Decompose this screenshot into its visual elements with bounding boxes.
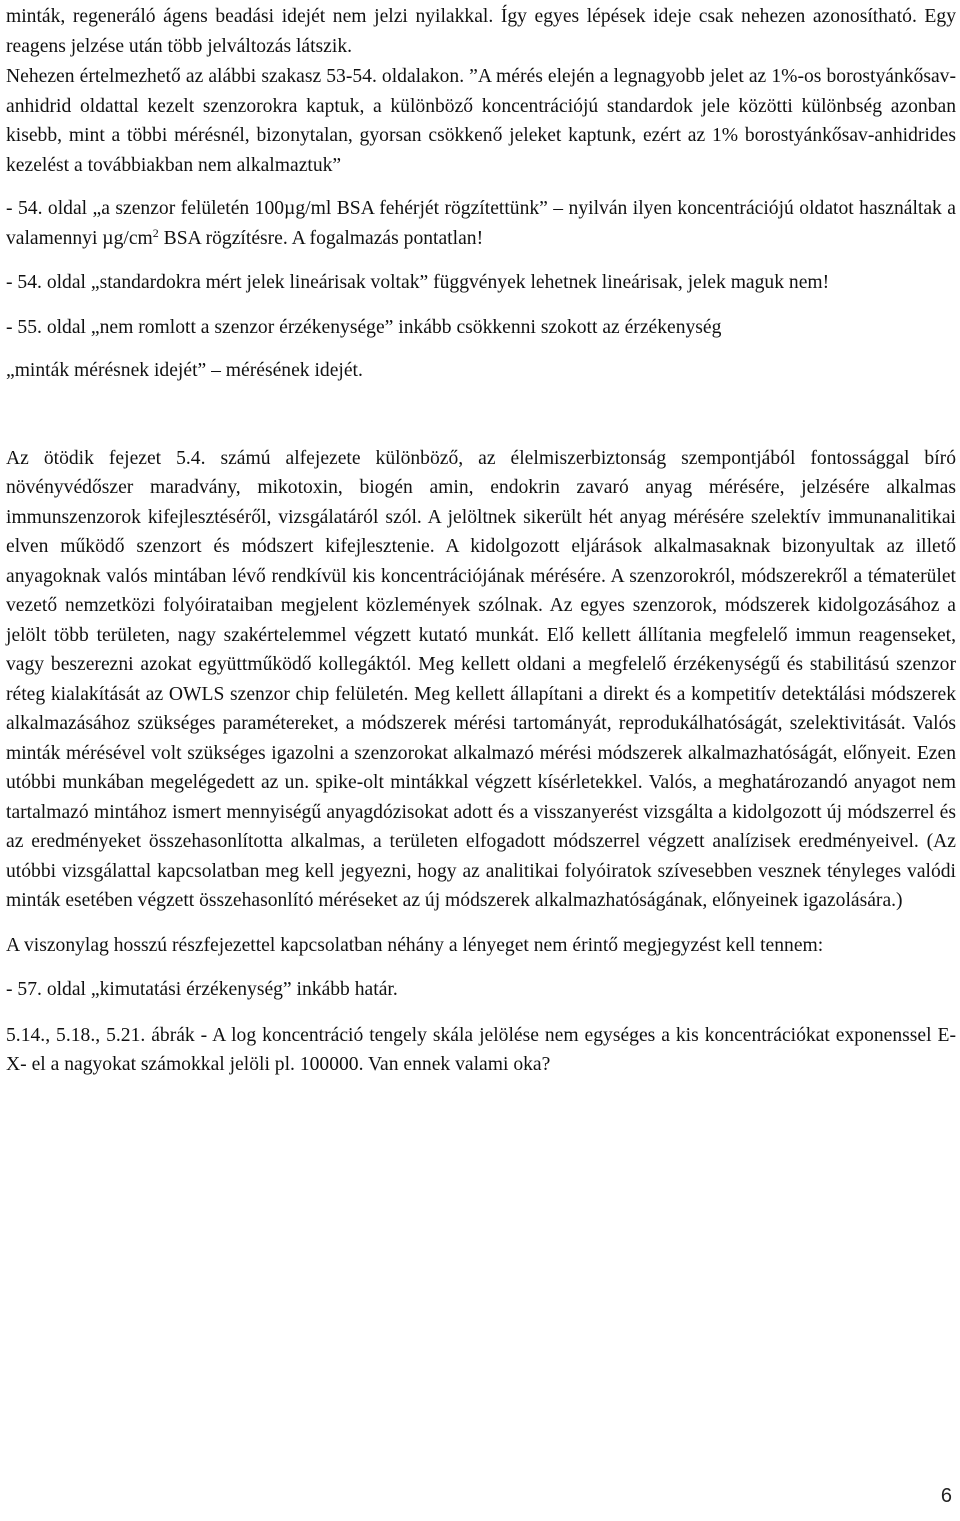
comment-page-54-bsa [6, 194, 956, 253]
paragraph-quoted-section: Nehezen értelmezhető az alábbi szakasz 53-54. oldalakon. ”A mérés elején a legnagyobb jelet az 1%-os borostyánkősav-anhidrid oldattal kezelt szenzorokra kaptuk, a különböző koncentrációjú standardok jele közötti különbség azonban kisebb, mint a többi mérésnél, bizonytalan, gyorsan csökkenő jeleket kaptunk, ezért az 1% borostyánkősav-anhidrides kezelést a továbbiakban nem alkalmaztuk” [6, 66, 956, 176]
comment-measurement-time: „minták mérésnek idejét” – mérésének idejét. [6, 360, 363, 381]
comment-page-54-bsa-text-end: BSA rögzítésre. A fogalmazás pontatlan! [158, 227, 484, 249]
superscript-2: 2 [152, 225, 159, 240]
paragraph-remarks-intro: A viszonylag hosszú részfejezettel kapcsolatban néhány a lényeget nem érintő megjegyzést kell tennem: [6, 934, 824, 956]
comment-page-54-bsa-text: - 54. oldal „a szenzor felületén 100µg/ml BSA fehérjét rögzítettünk” – nyilván ilyen koncentrációjú oldatot használtak a valamennyi µg/cm [6, 198, 956, 249]
paragraph-chapter-5-4: Az ötödik fejezet 5.4. számú alfejezete különböző, az élelmiszerbiztonság szempontjából fontossággal bíró növényvédőszer maradvány, mikotoxin, biogén amin, endokrin zavaró anyag mérésére, jelzésére alkalmas immunszenzorok kifejlesztéséről, vizsgálatáról szól. A jelöltnek sikerült hét anyag mérésére szelektív immunanalitikai elven működő szenzort és módszert kifejlesztenie. A kidolgozott eljárások alkalmasaknak bizonyultak az illető anyagoknak valós mintában lévő rendkívül kis koncentrációjának mérésére. A szenzorokról, módszerekről a tématerület vezető nemzetközi folyóirataiban megjelent közlemények szólnak. Az egyes szenzorok, módszerek kidolgozásához a jelölt több területen, nagy szakértelemmel végzett kutató munkát. Elő kellett állítania megfelelő immun reagenseket, vagy beszerezni azokat együttműködő kollegáktól. Meg kellett oldani a megfelelő érzékenységű és stabilitású szenzor réteg kialakítását az OWLS szenzor chip felületén. Meg kellett állapítani a direkt és a kompetitív detektálási módszerek alkalmazásához szükséges paramétereket, a módszerek mérési tartományát, reprodukálhatóságát, szelektivitását. Valós minták mérésével volt szükséges igazolni a szenzorokat alkalmazó mérési módszerek alkalmazhatóságát, előnyeit. Ezen utóbbi munkában megelégedett az un. spike-olt mintákkal végzett kísérletekkel. Valós, a meghatározandó anyagot nem tartalmazó mintához ismert mennyiségű anyagdózisokat adott és a visszanyerést vizsgálta a kidolgozott új módszerrel és az eredményeket összehasonlította alkalmas, a területen elfogadott módszerrel végzett analízisek eredményeivel. (Az utóbbi vizsgálattal kapcsolatban meg kell jegyezni, hogy az analitikai folyóiratok szívesebben vesznek tényleges valódi minták esetében végzett összehasonlító méréseket az új módszerek alkalmazhatóságának, előnyeinek igazolására.) [6, 447, 956, 911]
page-number: 6 [940, 1485, 952, 1507]
comment-page-55-sensitivity: - 55. oldal „nem romlott a szenzor érzékenysége” inkább csökkenni szokott az érzékenység [6, 316, 722, 338]
document-page [6, 0, 956, 1521]
paragraph-intro-continuation: minták, regeneráló ágens beadási idejét nem jelzi nyilakkal. Így egyes lépések ideje csak nehezen azonosítható. Egy reagens jelzése után több jelváltozás látszik. [6, 6, 956, 57]
comment-page-57: - 57. oldal „kimutatási érzékenység” inkább határ. [6, 979, 398, 1000]
comment-page-54-linear: - 54. oldal „standardokra mért jelek lineárisak voltak” függvények lehetnek lineárisak, jelek maguk nem! [6, 272, 830, 293]
comment-figures-log-axis: 5.14., 5.18., 5.21. ábrák - A log koncentráció tengely skála jelölése nem egységes a kis koncentrációkat exponenssel E-X- el a nagyokat számokkal jelöli pl. 100000. Van ennek valami oka? [6, 1024, 956, 1075]
